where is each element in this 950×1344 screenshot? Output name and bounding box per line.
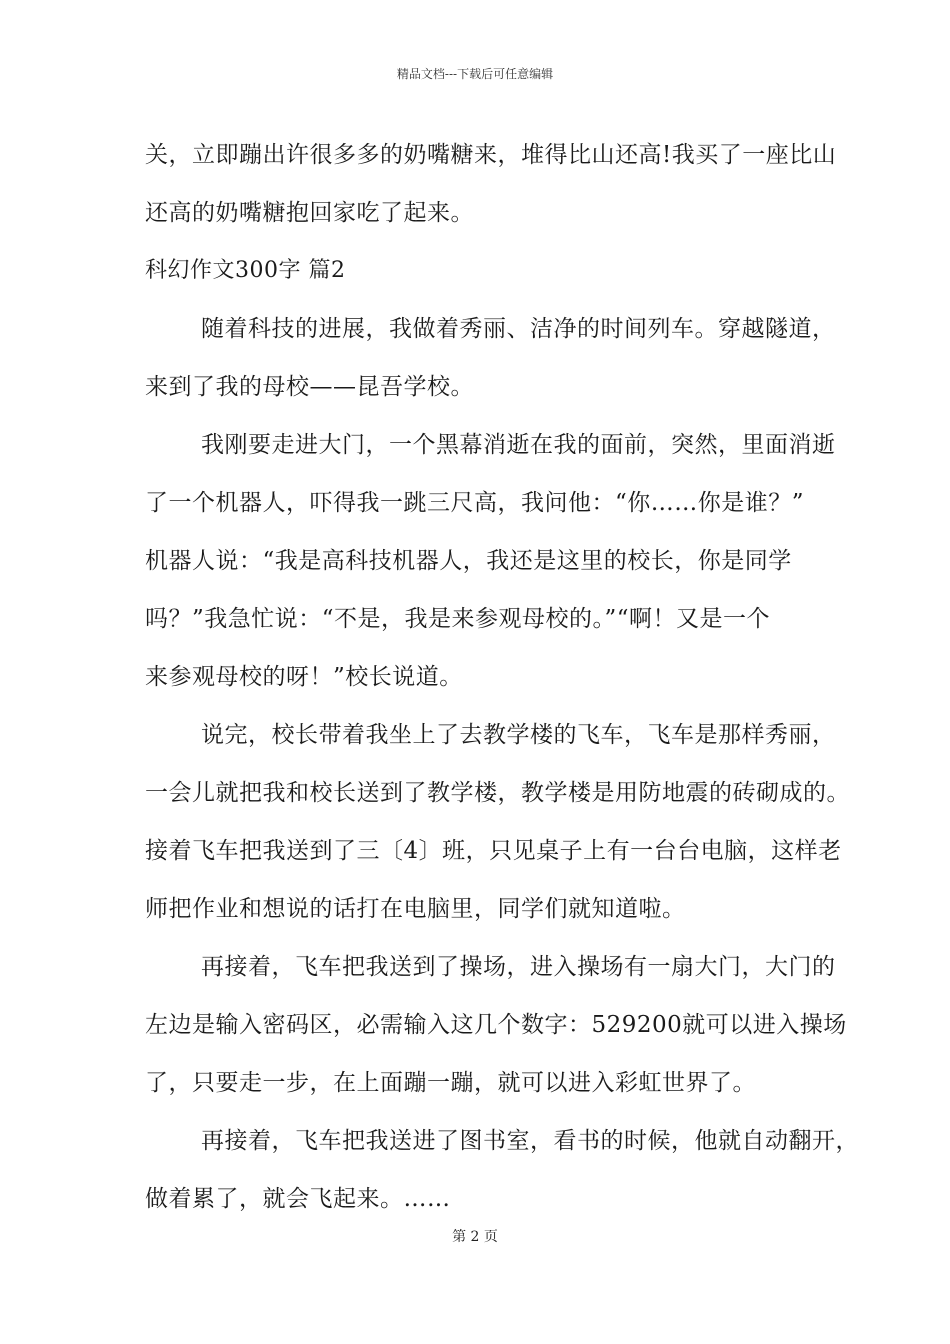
paragraph-first-line: 我刚要走进大门，一个黑幕消逝在我的面前，突然，里面消逝 [201,432,836,458]
section-heading: 科幻作文300字 篇2 [145,258,346,283]
paragraph-first-line: 再接着，飞车把我送进了图书室，看书的时候，他就自动翻开， [201,1128,859,1154]
document-body [145,126,859,1228]
paragraph-first-line: 随着科技的进展，我做着秀丽、洁净的时间列车。穿越隧道， [201,316,836,342]
text-line: 关，立即蹦出许很多多的奶嘴糖来，堆得比山还高!我买了一座比山 [145,142,837,168]
page-header: 精品文档---下载后可任意编辑 [396,67,554,81]
text-line: 接着飞车把我送到了三〔4〕班，只见桌子上有一台台电脑，这样老 [145,838,842,864]
text-line: 一会儿就把我和校长送到了教学楼，教学楼是用防地震的砖砌成的。 [145,780,850,806]
page-number: 第 2 页 [452,1229,498,1245]
text-line: 机器人说：“我是高科技机器人，我还是这里的校长，你是同学 [145,548,792,574]
text-line: 来到了我的母校——昆吾学校。 [145,374,474,400]
text-line: 了，只要走一步，在上面蹦一蹦，就可以进入彩虹世界了。 [145,1070,756,1096]
text-line: 吗？”我急忙说：“不是，我是来参观母校的。”“啊！又是一个 [145,606,771,632]
paragraph-first-line: 再接着，飞车把我送到了操场，进入操场有一扇大门，大门的 [201,954,836,980]
text-line: 做着累了，就会飞起来。…… [145,1186,451,1212]
text-line: 来参观母校的呀！”校长说道。 [145,664,463,690]
text-line: 师把作业和想说的话打在电脑里，同学们就知道啦。 [145,896,686,922]
paragraph-first-line: 说完，校长带着我坐上了去教学楼的飞车，飞车是那样秀丽， [201,722,836,748]
text-line: 了一个机器人，吓得我一跳三尺高，我问他：“你……你是谁？” [145,490,805,516]
text-line: 还高的奶嘴糖抱回家吃了起来。 [145,200,474,226]
text-line: 左边是输入密码区，必需输入这几个数字：529200就可以进入操场 [145,1012,847,1038]
